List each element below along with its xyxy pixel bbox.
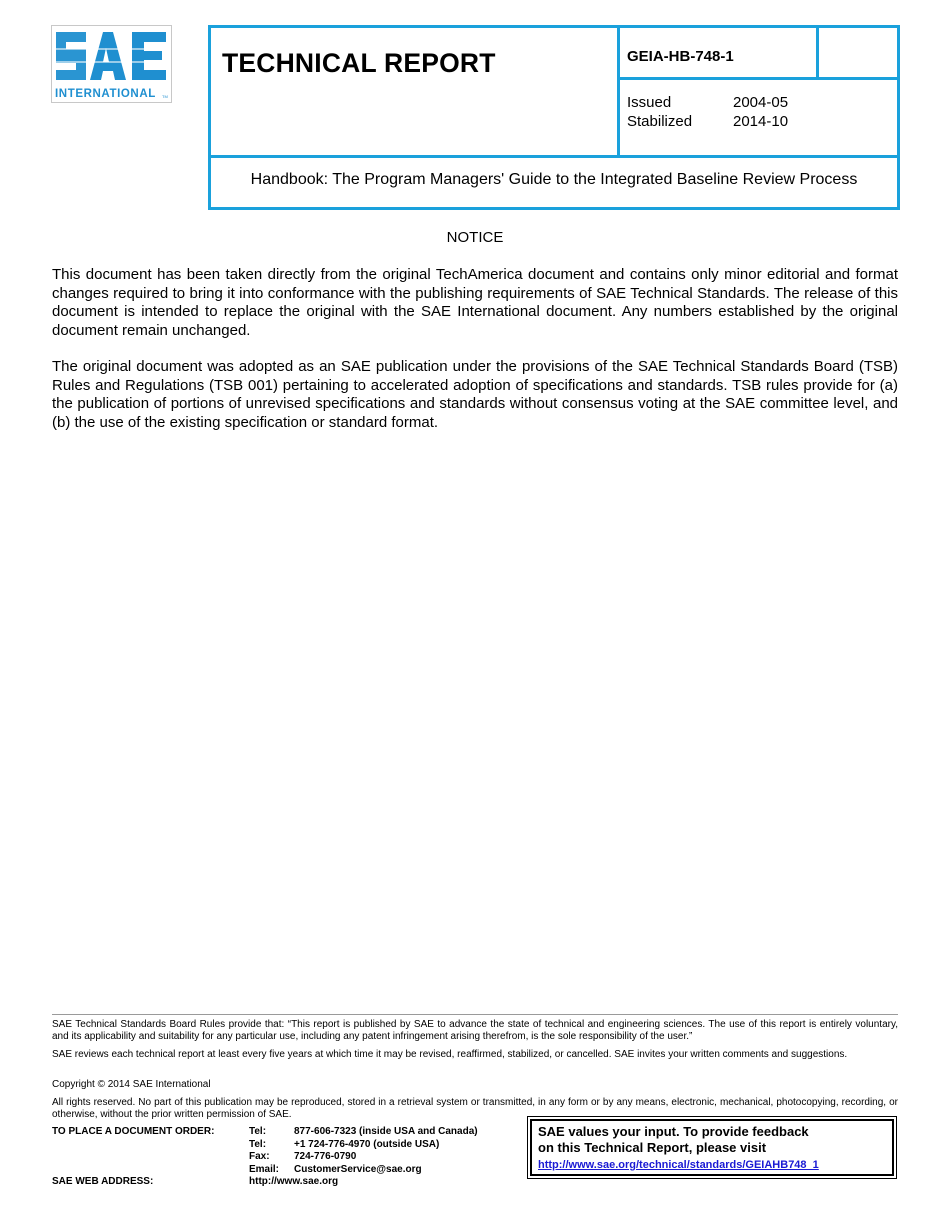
issue-dates <box>627 93 788 131</box>
copyright-notice: Copyright © 2014 SAE International <box>52 1079 211 1090</box>
document-number: GEIA-HB-748-1 <box>627 48 734 65</box>
issued-label: Issued <box>627 94 672 111</box>
web-address[interactable]: http://www.sae.org <box>249 1176 339 1187</box>
notice-paragraph-2: The original document was adopted as an SAE publication under the provisions of the SAE Technical Standards Board (TSB) Rules and Regulations (TSB 001) pertaining to accelerated adoption of specifications and standards. TSB rules provide for (a) the publication of portions of unrevised specifications and standards without consensus voting at the SAE committee level, and (b) the use of the existing specification or standard format. <box>52 358 898 431</box>
order-contact-block <box>52 1126 478 1189</box>
notice-heading: NOTICE <box>446 229 504 246</box>
review-policy-note: SAE reviews each technical report at least every five years at which time it may be revised, reaffirmed, stabilized, or cancelled. SAE invites your written comments and suggestions. <box>52 1049 848 1060</box>
order-label: TO PLACE A DOCUMENT ORDER: <box>52 1126 215 1137</box>
fax-label: Fax: <box>249 1151 270 1162</box>
issued-date: 2004-05 <box>733 94 789 111</box>
footer-divider <box>52 1014 898 1015</box>
sae-logo <box>51 25 172 103</box>
header-divider <box>816 28 819 78</box>
fax-number: 724-776-0790 <box>294 1151 357 1162</box>
tel-label: Tel: <box>249 1126 267 1137</box>
rights-notice: All rights reserved. No part of this publication may be reproduced, stored in a retrieval system or transmitted, in any form or by any means, electronic, mechanical, photocopying, recording, or otherwise, without the prior written permission of SAE. <box>52 1097 898 1120</box>
notice-paragraph-1: This document has been taken directly from the original TechAmerica document and contains only minor editorial and format changes required to bring it into conformance with the publishing requirements of SAE Technical Standards. The release of this document is intended to replace the original with the SAE International document. Any numbers established by the original document remain unchanged. <box>52 266 898 339</box>
tel-international: +1 724-776-4970 (outside USA) <box>294 1138 440 1150</box>
stabilized-label: Stabilized <box>627 113 693 130</box>
report-header-box <box>208 25 900 210</box>
sae-logo-mark <box>52 26 171 102</box>
feedback-box <box>527 1116 897 1179</box>
logo-tagline: INTERNATIONAL <box>55 88 156 100</box>
tsb-rules-note: SAE Technical Standards Board Rules provide that: “This report is published by SAE to advance the state of technical and engineering sciences. The use of this report is entirely voluntary, and its applicability and suitability for any particular use, including any patent infringement arising therefrom, is the sole responsibility of the user.” <box>52 1019 898 1042</box>
logo-tm: TM <box>162 94 168 99</box>
email-label: Email: <box>249 1163 280 1175</box>
stabilized-date: 2014-10 <box>733 113 789 130</box>
header-divider <box>617 77 900 80</box>
email-address[interactable]: CustomerService@sae.org <box>294 1163 422 1175</box>
tel-domestic: 877-606-7323 (inside USA and Canada) <box>294 1126 478 1137</box>
tel-label: Tel: <box>249 1138 267 1150</box>
feedback-link[interactable]: http://www.sae.org/technical/standards/GEIAHB748_1 <box>538 1159 819 1171</box>
header-divider <box>617 28 620 156</box>
feedback-text-line-1: SAE values your input. To provide feedback <box>538 1124 809 1139</box>
feedback-text-line-2: on this Technical Report, please visit <box>538 1140 767 1155</box>
report-type-title: TECHNICAL REPORT <box>222 48 496 78</box>
header-divider <box>211 155 897 158</box>
document-title: Handbook: The Program Managers' Guide to the Integrated Baseline Review Process <box>250 171 858 188</box>
web-label: SAE WEB ADDRESS: <box>52 1176 154 1187</box>
